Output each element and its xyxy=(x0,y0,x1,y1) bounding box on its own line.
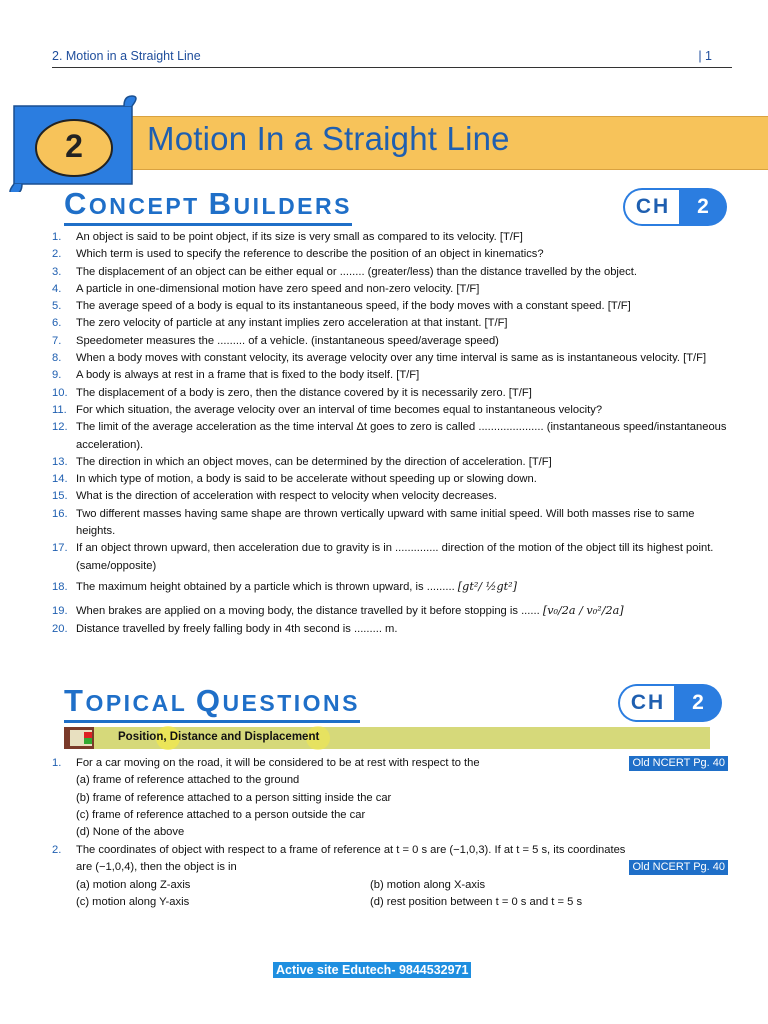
list-item: 6 . The zero velocity of particle at any instant implies zero acceleration at that instant. [T/F] xyxy=(52,315,732,332)
header-chapter-title: 2. Motion in a Straight Line xyxy=(52,49,201,63)
list-item: 17 . If an object thrown upward, then acceleration due to gravity is in .............. direction of the motion of the object till its highest point. (same/opposite) xyxy=(52,540,732,575)
chapter-pill-number: 2 xyxy=(679,188,727,226)
topic-title: Position, Distance and Displacement xyxy=(118,731,320,743)
list-item: 5 . The average speed of a body is equal to its instantaneous speed, if the body moves with a constant speed. [T/F] xyxy=(52,298,732,315)
option: (d) None of the above xyxy=(76,826,185,839)
list-item: 19 . When brakes are applied on a moving body, the distance travelled by it before stopping is ...... [v₀/2a / v₀²/2a] xyxy=(52,601,732,621)
formula: [gt²/ ½gt²] xyxy=(457,579,517,593)
question-stem: 2 . The coordinates of object with respect to a frame of reference at t = 0 s are (−1,0,3). If at t = 5 s, its coordinates xyxy=(52,842,732,859)
header-page-number: | 1 xyxy=(698,49,712,63)
ncert-reference-badge: Old NCERT Pg. 40 xyxy=(629,756,728,771)
list-item: 18 . The maximum height obtained by a particle which is thrown upward, is ......... [gt²/ ½gt²] xyxy=(52,577,732,597)
chapter-pill xyxy=(618,684,722,722)
chapter-number: 2 xyxy=(65,127,83,164)
option: (d) rest position between t = 0 s and t = 5 s xyxy=(370,895,583,908)
list-item: 13 . The direction in which an object moves, can be determined by the direction of acceleration. [T/F] xyxy=(52,454,732,471)
option: (b) motion along X-axis xyxy=(370,878,486,891)
list-item: 1 . An object is said to be point object, if its size is very small as compared to its velocity. [T/F] xyxy=(52,229,732,246)
question-stem: 1 . For a car moving on the road, it will be considered to be at rest with respect to the xyxy=(52,755,732,772)
topical-question-2 xyxy=(52,842,732,911)
topic-marker-icon xyxy=(64,727,104,749)
list-item: 10 . The displacement of a body is zero, then the distance covered by it is necessarily zero. [T/F] xyxy=(52,385,732,402)
chapter-pill xyxy=(623,188,727,226)
option-row xyxy=(52,894,732,911)
list-item: 9 . A body is always at rest in a frame that is fixed to the body itself. [T/F] xyxy=(52,367,732,384)
footer-contact: Active site Edutech- 9844532971 xyxy=(273,962,471,978)
list-item: 4 . A particle in one-dimensional motion have zero speed and non-zero velocity. [T/F] xyxy=(52,281,732,298)
option: (a) motion along Z-axis xyxy=(76,878,191,891)
topical-questions-heading: TOPICAL QUESTIONS xyxy=(64,683,360,723)
list-item: 15 . What is the direction of acceleration with respect to velocity when velocity decreases. xyxy=(52,488,732,505)
page-header xyxy=(52,48,732,68)
formula: [v₀/2a / v₀²/2a] xyxy=(542,603,624,617)
option: (c) motion along Y-axis xyxy=(76,895,190,908)
concept-builders-heading: CONCEPT BUILDERS xyxy=(64,186,352,226)
list-item: 7 . Speedometer measures the ......... of a vehicle. (instantaneous speed/average speed) xyxy=(52,333,732,350)
chapter-pill-number: 2 xyxy=(674,684,722,722)
list-item: 12 . The limit of the average acceleration as the time interval Δt goes to zero is called ..................... (instantaneous speed/instantaneous acceleration). xyxy=(52,419,732,454)
option-row xyxy=(52,877,732,894)
list-item: 8 . When a body moves with constant velocity, its average velocity over any time interval is same as is instantaneous velocity. [T/F] xyxy=(52,350,732,367)
list-item: 20 . Distance travelled by freely falling body in 4th second is ......... m. xyxy=(52,621,732,638)
topical-question-1 xyxy=(52,755,732,841)
ncert-reference-badge: Old NCERT Pg. 40 xyxy=(629,860,728,875)
list-item: 3 . The displacement of an object can be either equal or ........ (greater/less) than the distance travelled by the object. xyxy=(52,264,732,281)
question-stem-cont: are (−1,0,4), then the object is in xyxy=(76,861,237,874)
list-item: 16 . Two different masses having same shape are thrown vertically upward with same initial speed. Will both masses rise to same heights. xyxy=(52,506,732,541)
chapter-pill-label: CH xyxy=(623,188,681,226)
chapter-title: Motion In a Straight Line xyxy=(147,120,510,157)
option: (b) frame of reference attached to a person sitting inside the car xyxy=(76,791,392,804)
list-item: 11 . For which situation, the average velocity over an interval of time becomes equal to instantaneous velocity? xyxy=(52,402,732,419)
chapter-pill-label: CH xyxy=(618,684,676,722)
list-item: 14 . In which type of motion, a body is said to be accelerate without speeding up or slowing down. xyxy=(52,471,732,488)
option: (a) frame of reference attached to the ground xyxy=(76,774,300,787)
concept-question-list xyxy=(52,229,732,638)
option: (c) frame of reference attached to a person outside the car xyxy=(76,808,366,821)
list-item: 2 . Which term is used to specify the reference to describe the position of an object in kinematics? xyxy=(52,246,732,263)
